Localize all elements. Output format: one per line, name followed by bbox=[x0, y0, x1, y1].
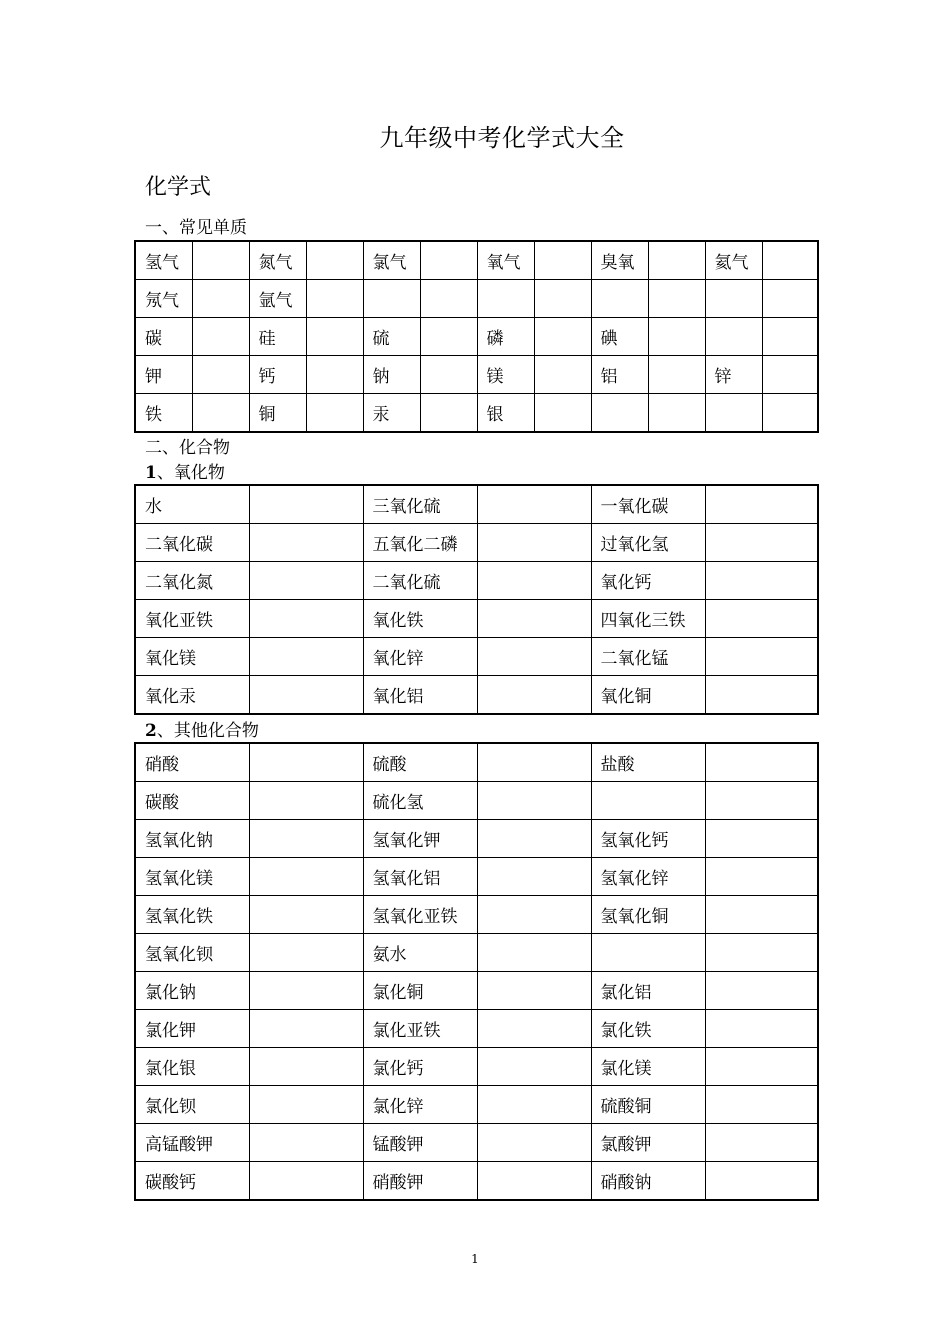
compound-name-cell: 钙 bbox=[249, 356, 306, 394]
table-row bbox=[135, 318, 818, 356]
formula-cell bbox=[249, 485, 363, 524]
compound-name-cell: 碳 bbox=[135, 318, 192, 356]
formula-cell bbox=[705, 858, 818, 896]
formula-cell bbox=[420, 356, 477, 394]
table-row bbox=[135, 562, 818, 600]
formula-cell bbox=[192, 318, 249, 356]
formula-cell bbox=[420, 318, 477, 356]
compound-name-cell: 钾 bbox=[135, 356, 192, 394]
formula-cell bbox=[477, 972, 591, 1010]
formula-cell bbox=[477, 1124, 591, 1162]
compound-name-cell: 水 bbox=[135, 485, 249, 524]
compound-name-cell: 氯化钡 bbox=[135, 1086, 249, 1124]
formula-cell bbox=[249, 524, 363, 562]
oxides-number: 1 bbox=[145, 463, 157, 483]
compound-name-cell bbox=[591, 394, 648, 433]
table-row bbox=[135, 241, 818, 280]
compound-name-cell: 二氧化锰 bbox=[591, 638, 705, 676]
table-row bbox=[135, 600, 818, 638]
formula-cell bbox=[306, 318, 363, 356]
formula-cell bbox=[192, 280, 249, 318]
compound-name-cell: 氧化钙 bbox=[591, 562, 705, 600]
compound-name-cell: 氧化锌 bbox=[363, 638, 477, 676]
compound-name-cell: 四氧化三铁 bbox=[591, 600, 705, 638]
formula-cell bbox=[648, 394, 705, 433]
formula-cell bbox=[249, 600, 363, 638]
formula-cell bbox=[477, 1010, 591, 1048]
compound-name-cell: 氧化铜 bbox=[591, 676, 705, 715]
compound-name-cell: 氧气 bbox=[477, 241, 534, 280]
formula-cell bbox=[477, 524, 591, 562]
formula-cell bbox=[762, 280, 818, 318]
formula-cell bbox=[249, 782, 363, 820]
compound-name-cell: 氯化钾 bbox=[135, 1010, 249, 1048]
formula-cell bbox=[762, 241, 818, 280]
compound-name-cell: 硫 bbox=[363, 318, 420, 356]
compound-name-cell: 五氧化二磷 bbox=[363, 524, 477, 562]
table-row bbox=[135, 638, 818, 676]
formula-cell bbox=[705, 562, 818, 600]
compound-name-cell: 过氧化氢 bbox=[591, 524, 705, 562]
compound-name-cell: 氨水 bbox=[363, 934, 477, 972]
page-title: 九年级中考化学式大全 bbox=[379, 124, 625, 152]
compound-name-cell: 氯化锌 bbox=[363, 1086, 477, 1124]
compound-name-cell: 铁 bbox=[135, 394, 192, 433]
formula-cell bbox=[477, 676, 591, 715]
compound-name-cell: 氯化镁 bbox=[591, 1048, 705, 1086]
compound-name-cell: 硝酸钾 bbox=[363, 1162, 477, 1201]
formula-cell bbox=[534, 318, 591, 356]
table-row bbox=[135, 743, 818, 782]
formula-cell bbox=[762, 356, 818, 394]
compound-name-cell: 一氧化碳 bbox=[591, 485, 705, 524]
formula-cell bbox=[477, 858, 591, 896]
compound-name-cell: 碘 bbox=[591, 318, 648, 356]
formula-cell bbox=[648, 280, 705, 318]
formula-cell bbox=[762, 394, 818, 433]
table-row bbox=[135, 896, 818, 934]
compound-name-cell bbox=[591, 782, 705, 820]
formula-cell bbox=[249, 972, 363, 1010]
formula-cell bbox=[249, 858, 363, 896]
table-row bbox=[135, 1086, 818, 1124]
compound-name-cell bbox=[363, 280, 420, 318]
table-row bbox=[135, 782, 818, 820]
compound-name-cell: 盐酸 bbox=[591, 743, 705, 782]
compound-name-cell: 氯化铁 bbox=[591, 1010, 705, 1048]
other-compounds-heading bbox=[145, 716, 259, 741]
compound-name-cell: 二氧化氮 bbox=[135, 562, 249, 600]
compound-name-cell: 氯化铜 bbox=[363, 972, 477, 1010]
formula-cell bbox=[477, 1086, 591, 1124]
compound-name-cell: 铝 bbox=[591, 356, 648, 394]
formula-cell bbox=[477, 782, 591, 820]
formula-cell bbox=[705, 1162, 818, 1201]
compound-name-cell: 汞 bbox=[363, 394, 420, 433]
compound-name-cell: 氢氧化钾 bbox=[363, 820, 477, 858]
elements-heading: 一、常见单质 bbox=[145, 218, 247, 238]
compound-name-cell: 氢氧化铜 bbox=[591, 896, 705, 934]
formula-cell bbox=[249, 934, 363, 972]
compound-name-cell: 氦气 bbox=[705, 241, 762, 280]
table-row bbox=[135, 524, 818, 562]
compound-name-cell bbox=[591, 934, 705, 972]
table-row bbox=[135, 934, 818, 972]
compound-name-cell: 氩气 bbox=[249, 280, 306, 318]
formula-cell bbox=[420, 241, 477, 280]
table-row bbox=[135, 280, 818, 318]
compound-name-cell bbox=[477, 280, 534, 318]
formula-cell bbox=[477, 600, 591, 638]
formula-cell bbox=[648, 241, 705, 280]
formula-cell bbox=[705, 676, 818, 715]
table-row bbox=[135, 858, 818, 896]
formula-cell bbox=[249, 1086, 363, 1124]
formula-cell bbox=[306, 280, 363, 318]
formula-cell bbox=[420, 394, 477, 433]
compound-name-cell bbox=[705, 280, 762, 318]
compound-name-cell: 氢氧化亚铁 bbox=[363, 896, 477, 934]
formula-cell bbox=[249, 896, 363, 934]
formula-cell bbox=[249, 820, 363, 858]
compound-name-cell: 高锰酸钾 bbox=[135, 1124, 249, 1162]
compound-name-cell: 氧化亚铁 bbox=[135, 600, 249, 638]
compound-name-cell: 氢氧化铁 bbox=[135, 896, 249, 934]
compound-name-cell: 硫化氢 bbox=[363, 782, 477, 820]
formula-cell bbox=[420, 280, 477, 318]
compound-name-cell: 磷 bbox=[477, 318, 534, 356]
compound-name-cell: 镁 bbox=[477, 356, 534, 394]
formula-cell bbox=[477, 934, 591, 972]
compound-name-cell: 二氧化碳 bbox=[135, 524, 249, 562]
formula-cell bbox=[705, 600, 818, 638]
compound-name-cell: 氢氧化钠 bbox=[135, 820, 249, 858]
formula-cell bbox=[249, 676, 363, 715]
other-compounds-label: 、其他化合物 bbox=[156, 721, 259, 741]
table-row bbox=[135, 676, 818, 715]
formula-cell bbox=[705, 485, 818, 524]
formula-cell bbox=[306, 356, 363, 394]
compound-name-cell: 碳酸 bbox=[135, 782, 249, 820]
formula-cell bbox=[306, 394, 363, 433]
formula-cell bbox=[534, 394, 591, 433]
compound-name-cell: 氢氧化铝 bbox=[363, 858, 477, 896]
compound-name-cell: 氢氧化锌 bbox=[591, 858, 705, 896]
compound-name-cell: 氢气 bbox=[135, 241, 192, 280]
compound-name-cell: 银 bbox=[477, 394, 534, 433]
formula-cell bbox=[534, 356, 591, 394]
formula-cell bbox=[249, 1048, 363, 1086]
formula-cell bbox=[705, 896, 818, 934]
other-compounds-number: 2 bbox=[145, 721, 157, 741]
formula-cell bbox=[705, 934, 818, 972]
compound-name-cell: 氯化钙 bbox=[363, 1048, 477, 1086]
compound-name-cell: 氢氧化钙 bbox=[591, 820, 705, 858]
formula-cell bbox=[705, 972, 818, 1010]
compound-name-cell: 氮气 bbox=[249, 241, 306, 280]
formula-cell bbox=[477, 1162, 591, 1201]
section-title: 化学式 bbox=[145, 175, 212, 200]
formula-cell bbox=[477, 1048, 591, 1086]
compound-name-cell: 臭氧 bbox=[591, 241, 648, 280]
formula-cell bbox=[477, 743, 591, 782]
compound-name-cell: 硫酸铜 bbox=[591, 1086, 705, 1124]
formula-cell bbox=[249, 1010, 363, 1048]
table-row bbox=[135, 972, 818, 1010]
compound-name-cell: 氯化钠 bbox=[135, 972, 249, 1010]
formula-cell bbox=[477, 638, 591, 676]
compound-name-cell: 硅 bbox=[249, 318, 306, 356]
formula-cell bbox=[705, 638, 818, 676]
table-row bbox=[135, 485, 818, 524]
compound-name-cell: 钠 bbox=[363, 356, 420, 394]
table-row bbox=[135, 820, 818, 858]
compound-name-cell: 硫酸 bbox=[363, 743, 477, 782]
compound-name-cell: 铜 bbox=[249, 394, 306, 433]
formula-cell bbox=[705, 743, 818, 782]
table-row bbox=[135, 1048, 818, 1086]
table-row bbox=[135, 1124, 818, 1162]
compound-name-cell: 氯气 bbox=[363, 241, 420, 280]
compound-name-cell: 锌 bbox=[705, 356, 762, 394]
formula-cell bbox=[192, 356, 249, 394]
formula-cell bbox=[762, 318, 818, 356]
oxides-table bbox=[134, 484, 819, 715]
formula-cell bbox=[477, 820, 591, 858]
compound-name-cell: 氢氧化镁 bbox=[135, 858, 249, 896]
formula-cell bbox=[477, 896, 591, 934]
compound-name-cell: 氯化银 bbox=[135, 1048, 249, 1086]
table-row bbox=[135, 1010, 818, 1048]
formula-cell bbox=[705, 1086, 818, 1124]
compound-name-cell: 碳酸钙 bbox=[135, 1162, 249, 1201]
compound-name-cell: 三氧化硫 bbox=[363, 485, 477, 524]
formula-cell bbox=[648, 318, 705, 356]
formula-cell bbox=[705, 782, 818, 820]
formula-cell bbox=[192, 394, 249, 433]
formula-cell bbox=[249, 743, 363, 782]
formula-cell bbox=[249, 562, 363, 600]
formula-cell bbox=[705, 1010, 818, 1048]
compound-name-cell: 氧化镁 bbox=[135, 638, 249, 676]
formula-cell bbox=[249, 638, 363, 676]
formula-cell bbox=[705, 820, 818, 858]
compound-name-cell bbox=[705, 394, 762, 433]
compound-name-cell: 氢氧化钡 bbox=[135, 934, 249, 972]
compound-name-cell: 氧化铝 bbox=[363, 676, 477, 715]
table-row bbox=[135, 356, 818, 394]
compound-name-cell: 氧化汞 bbox=[135, 676, 249, 715]
oxides-label: 、氧化物 bbox=[156, 463, 225, 483]
formula-cell bbox=[534, 241, 591, 280]
elements-table bbox=[134, 240, 819, 433]
formula-cell bbox=[477, 562, 591, 600]
other-compounds-table bbox=[134, 742, 819, 1201]
oxides-heading bbox=[145, 458, 225, 483]
formula-cell bbox=[534, 280, 591, 318]
compound-name-cell: 硝酸 bbox=[135, 743, 249, 782]
formula-cell bbox=[249, 1124, 363, 1162]
table-row bbox=[135, 394, 818, 433]
compound-name-cell: 氯化铝 bbox=[591, 972, 705, 1010]
compound-name-cell: 二氧化硫 bbox=[363, 562, 477, 600]
compound-name-cell: 硝酸钠 bbox=[591, 1162, 705, 1201]
formula-cell bbox=[705, 1124, 818, 1162]
formula-cell bbox=[249, 1162, 363, 1201]
compound-name-cell: 氖气 bbox=[135, 280, 192, 318]
compound-name-cell bbox=[591, 280, 648, 318]
compound-name-cell bbox=[705, 318, 762, 356]
formula-cell bbox=[705, 524, 818, 562]
page-number: 1 bbox=[471, 1252, 479, 1266]
formula-cell bbox=[306, 241, 363, 280]
table-row bbox=[135, 1162, 818, 1201]
compound-name-cell: 氧化铁 bbox=[363, 600, 477, 638]
compound-name-cell: 氯化亚铁 bbox=[363, 1010, 477, 1048]
formula-cell bbox=[192, 241, 249, 280]
compound-name-cell: 锰酸钾 bbox=[363, 1124, 477, 1162]
compound-name-cell: 氯酸钾 bbox=[591, 1124, 705, 1162]
compounds-heading: 二、化合物 bbox=[145, 438, 230, 458]
formula-cell bbox=[648, 356, 705, 394]
formula-cell bbox=[705, 1048, 818, 1086]
formula-cell bbox=[477, 485, 591, 524]
